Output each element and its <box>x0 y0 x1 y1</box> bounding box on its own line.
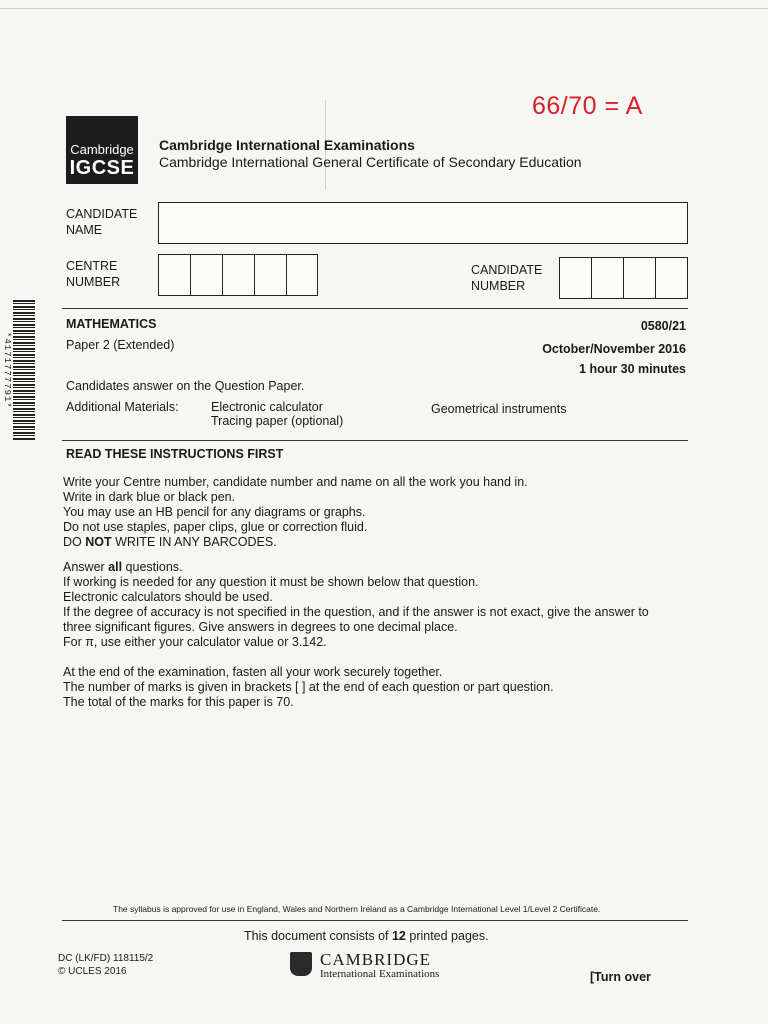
instruction-line: At the end of the examination, fasten all your work securely together. <box>63 665 443 679</box>
page-count <box>244 929 489 943</box>
cambridge-wordmark: CAMBRIDGE <box>320 950 432 969</box>
text-run-bold: all <box>108 560 123 574</box>
centre-number-label <box>66 258 120 290</box>
paper-code: 0580/21 <box>640 319 686 333</box>
digit-divider <box>222 255 223 295</box>
materials-list <box>211 400 343 428</box>
candidate-number-label-line1: CANDIDATE <box>471 263 543 277</box>
material-item: Tracing paper (optional) <box>211 414 344 428</box>
candidate-name-label <box>66 206 137 238</box>
digit-divider <box>286 255 287 295</box>
exam-session: October/November 2016 <box>542 342 686 356</box>
instructions-heading: READ THESE INSTRUCTIONS FIRST <box>66 447 284 461</box>
instructions-block-1 <box>63 475 693 550</box>
document-ref: DC (LK/FD) 118115/2 <box>58 953 154 964</box>
centre-number-label-line2: NUMBER <box>66 275 121 289</box>
answer-location: Candidates answer on the Question Paper. <box>66 379 305 393</box>
exam-duration: 1 hour 30 minutes <box>579 362 686 376</box>
page-top-edge <box>0 8 768 9</box>
barcode-number: *4171777791* <box>2 331 12 409</box>
logo-line-2: IGCSE <box>69 157 135 179</box>
candidate-number-field[interactable] <box>559 257 688 299</box>
syllabus-note: The syllabus is approved for use in England, Wales and Northern Ireland as a Cambridge International Level 1/Level 2 Certificate. <box>113 904 601 914</box>
instruction-line-barcodes <box>63 535 693 550</box>
instruction-line: If working is needed for any question it must be shown below that question. <box>63 575 479 589</box>
cambridge-crest-icon <box>290 952 312 976</box>
divider-middle <box>62 440 688 441</box>
centre-number-field[interactable] <box>158 254 318 296</box>
instruction-line: For π, use either your calculator value or 3.142. <box>63 635 327 649</box>
digit-divider <box>623 258 624 298</box>
materials-right: Geometrical instruments <box>431 402 567 416</box>
text-run-bold: NOT <box>85 535 112 549</box>
materials-label: Additional Materials: <box>66 400 179 414</box>
instruction-line: Do not use staples, paper clips, glue or correction fluid. <box>63 520 368 534</box>
instruction-line: three significant figures. Give answers in degrees to one decimal place. <box>63 620 458 634</box>
paper-name: Paper 2 (Extended) <box>66 338 175 352</box>
grade-annotation: 66/70 = A <box>532 92 643 120</box>
candidate-number-label <box>471 262 542 294</box>
text-run: WRITE IN ANY BARCODES. <box>111 535 277 549</box>
digit-divider <box>190 255 191 295</box>
page-count-number: 12 <box>391 929 406 943</box>
text-run: printed pages. <box>405 929 489 943</box>
cambridge-wordmark-sub: International Examinations <box>320 968 440 980</box>
digit-divider <box>655 258 656 298</box>
digit-divider <box>254 255 255 295</box>
text-run: This document consists of <box>244 929 392 943</box>
divider-top <box>62 308 688 309</box>
copyright: © UCLES 2016 <box>58 966 127 977</box>
instruction-line: You may use an HB pencil for any diagrams or graphs. <box>63 505 366 519</box>
candidate-name-label-line1: CANDIDATE <box>66 207 138 221</box>
text-run: Answer <box>63 560 109 574</box>
subject: MATHEMATICS <box>66 317 157 331</box>
igcse-logo <box>66 116 138 184</box>
candidate-name-label-line2: NAME <box>66 223 103 237</box>
candidate-number-label-line2: NUMBER <box>471 279 526 293</box>
turn-over: [Turn over <box>590 970 651 984</box>
text-run: DO <box>63 535 86 549</box>
board-title: Cambridge International Examinations <box>159 137 415 153</box>
instruction-line: Write your Centre number, candidate number and name on all the work you hand in. <box>63 475 528 489</box>
instruction-line-answer <box>63 560 703 575</box>
logo-line-1: Cambridge <box>70 142 134 157</box>
instruction-line: Electronic calculators should be used. <box>63 590 273 604</box>
instructions-block-3 <box>63 665 703 710</box>
instruction-line: The number of marks is given in brackets [ ] at the end of each question or part question. <box>63 680 554 694</box>
instructions-block-2 <box>63 560 703 650</box>
instruction-line: If the degree of accuracy is not specified in the question, and if the answer is not exact, give the answer to <box>63 605 649 619</box>
text-run: questions. <box>122 560 183 574</box>
barcode <box>13 300 35 440</box>
instruction-line: Write in dark blue or black pen. <box>63 490 236 504</box>
material-item: Electronic calculator <box>211 400 323 414</box>
divider-bottom <box>62 920 688 921</box>
instruction-line: The total of the marks for this paper is 70. <box>63 695 294 709</box>
board-subtitle: Cambridge International General Certificate of Secondary Education <box>159 154 582 170</box>
candidate-name-field[interactable] <box>158 202 688 244</box>
digit-divider <box>591 258 592 298</box>
centre-number-label-line1: CENTRE <box>66 259 118 273</box>
